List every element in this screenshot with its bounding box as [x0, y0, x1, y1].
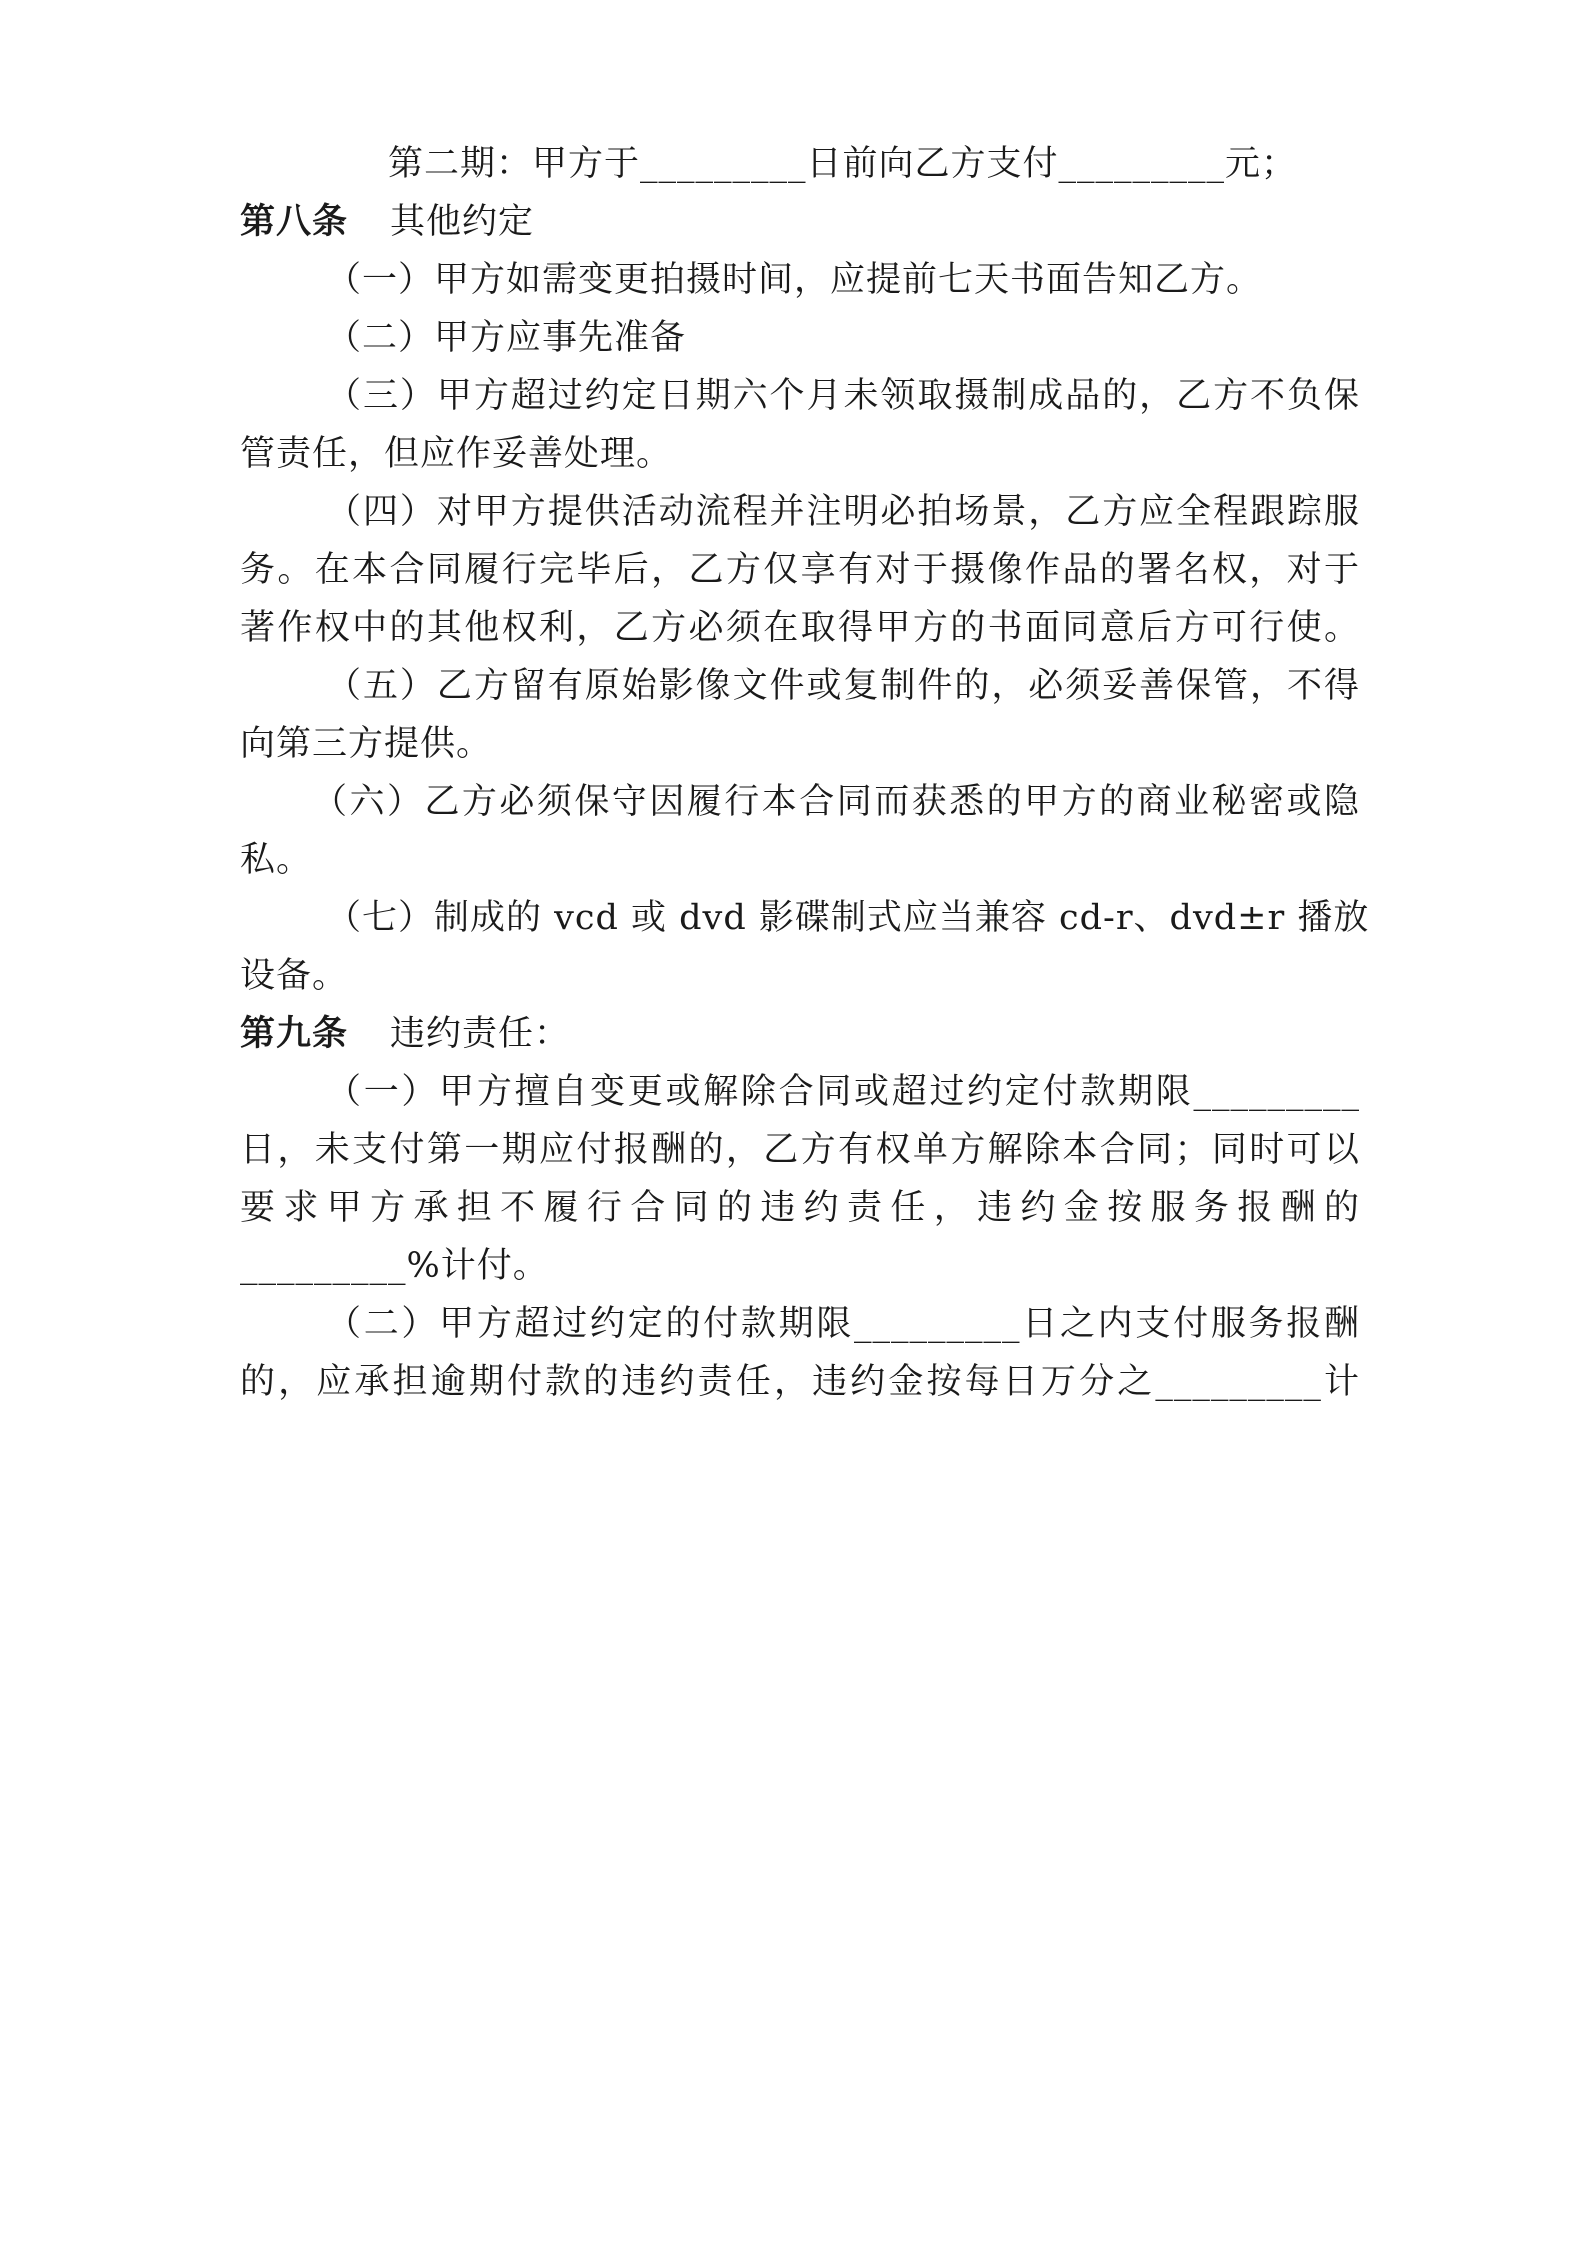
- article-8-item-4-cont-2: 著作权中的其他权利，乙方必须在取得甲方的书面同意后方可行使。: [240, 608, 1360, 648]
- article-8-item-2: （二）甲方应事先准备: [326, 318, 687, 358]
- article-9-item-1-cont-1: 日，未支付第一期应付报酬的，乙方有权单方解除本合同；同时可以: [240, 1130, 1360, 1170]
- article-8-item-7: （七）制成的 vcd 或 dvd 影碟制式应当兼容 cd-r、dvd±r 播放: [326, 898, 1370, 938]
- article-8-heading: [240, 192, 1360, 252]
- article-9-item-2-cont: 的，应承担逾期付款的违约责任，违约金按每日万分之_________计: [240, 1362, 1360, 1402]
- article-9-number: 第九条: [240, 1013, 349, 1054]
- article-8-item-7-cont: 设备。: [240, 956, 349, 996]
- article-8-item-5-cont: 向第三方提供。: [240, 724, 493, 764]
- article-8-item-4: （四）对甲方提供活动流程并注明必拍场景，乙方应全程跟踪服: [326, 492, 1360, 532]
- article-9-item-1-cont-2: 要求甲方承担不履行合同的违约责任，违约金按服务报酬的: [240, 1188, 1360, 1228]
- article-9-item-1-cont-3: _________%计付。: [240, 1246, 549, 1286]
- article-9-title: 违约责任：: [390, 1014, 571, 1054]
- article-8-title: 其他约定: [390, 202, 535, 242]
- article-8-item-6-cont: 私。: [240, 840, 313, 880]
- article-8-item-6: （六）乙方必须保守因履行本合同而获悉的甲方的商业秘密或隐: [312, 782, 1360, 822]
- article-8-item-3-cont: 管责任，但应作妥善处理。: [240, 434, 673, 474]
- article-8-item-4-cont-1: 务。在本合同履行完毕后，乙方仅享有对于摄像作品的署名权，对于: [240, 550, 1360, 590]
- article-9-heading: [240, 1004, 1360, 1064]
- article-8-item-5: （五）乙方留有原始影像文件或复制件的，必须妥善保管，不得: [326, 666, 1360, 706]
- article-9-item-1: （一）甲方擅自变更或解除合同或超过约定付款期限_________: [326, 1072, 1360, 1112]
- article-9-item-2: （二）甲方超过约定的付款期限_________日之内支付服务报酬: [326, 1304, 1360, 1344]
- article-8-item-1: （一）甲方如需变更拍摄时间，应提前七天书面告知乙方。: [326, 260, 1263, 300]
- article-8-item-3: （三）甲方超过约定日期六个月未领取摄制成品的，乙方不负保: [326, 376, 1360, 416]
- article-8-number: 第八条: [240, 201, 349, 242]
- payment-second-installment: 第二期：甲方于_________日前向乙方支付_________元；: [388, 144, 1298, 184]
